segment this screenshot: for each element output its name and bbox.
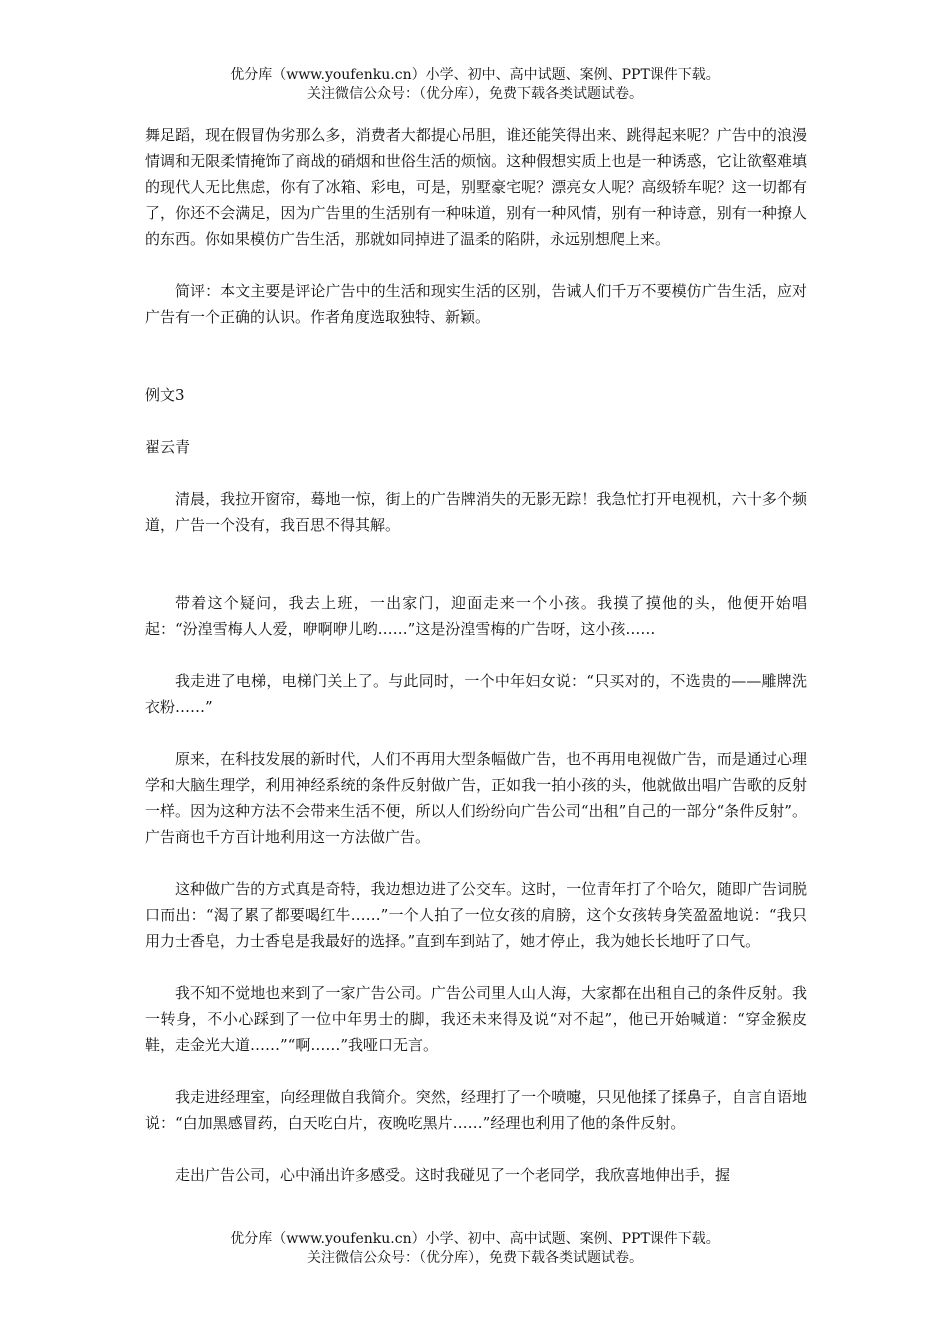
paragraph-8: 我不知不觉地也来到了一家广告公司。广告公司里人山人海，大家都在出租自己的条件反射。我一转身，不小心踩到了一位中年男士的脚，我还未来得及说“对不起”，他已开始喊道：“穿金猴皮鞋，走金光大道……”“啊……”我哑口无言。: [145, 984, 807, 1054]
header-line-2: 关注微信公众号：（优分库），免费下载各类试题试卷。: [307, 86, 643, 102]
paragraph-9: 我走进经理室，向经理做自我简介。突然，经理打了一个喷嚏，只见他揉了揉鼻子，自言自语地说：“白加黑感冒药，白天吃白片，夜晚吃黑片……”经理也利用了他的条件反射。: [145, 1088, 807, 1132]
paragraph-7: 这种做广告的方式真是奇特，我边想边进了公交车。这时，一位青年打了个哈欠，随即广告词脱口而出：“渴了累了都要喝红牛……”一个人拍了一位女孩的肩膀，这个女孩转身笑盈盈地说：“我只用力士香皂，力士香皂是我最好的选择。”直到车到站了，她才停止，我为她长长地吁了口气。: [145, 880, 807, 950]
paragraph-3: 清晨，我拉开窗帘，蓦地一惊，街上的广告牌消失的无影无踪！我急忙打开电视机，六十多个频道，广告一个没有，我百思不得其解。: [145, 490, 807, 534]
footer-line-2: 关注微信公众号：（优分库），免费下载各类试题试卷。: [307, 1250, 643, 1266]
paragraph-1: 舞足蹈，现在假冒伪劣那么多，消费者大都提心吊胆，谁还能笑得出来、跳得起来呢？广告中的浪漫情调和无限柔情掩饰了商战的硝烟和世俗生活的烦恼。这种假想实质上也是一种诱惑，它让欲壑难填的现代人无比焦虑，你有了冰箱、彩电，可是，别墅豪宅呢？漂亮女人呢？高级轿车呢？这一切都有了，你还不会满足，因为广告里的生活别有一种味道，别有一种风情，别有一种诗意，别有一种撩人的东西。你如果模仿广告生活，那就如同掉进了温柔的陷阱，永远别想爬上来。: [145, 126, 807, 248]
page-header: [0, 66, 950, 104]
paragraph-5: 我走进了电梯，电梯门关上了。与此同时，一个中年妇女说：“只买对的，不选贵的——雕牌洗衣粉……”: [145, 672, 807, 716]
paragraph-10: 走出广告公司，心中涌出许多感受。这时我碰见了一个老同学，我欣喜地伸出手，握: [175, 1166, 731, 1184]
commentary-paragraph: 简评：本文主要是评论广告中的生活和现实生活的区别，告诫人们千万不要模仿广告生活，应对广告有一个正确的认识。作者角度选取独特、新颖。: [145, 282, 807, 326]
page-footer: [0, 1230, 950, 1268]
paragraph-6: 原来，在科技发展的新时代，人们不再用大型条幅做广告，也不再用电视做广告，而是通过心理学和大脑生理学，利用神经系统的条件反射做广告，正如我一拍小孩的头，他就做出唱广告歌的反射一样。因为这种方法不会带来生活不便，所以人们纷纷向广告公司“出租”自己的一部分“条件反射”。广告商也千方百计地利用这一方法做广告。: [145, 750, 807, 846]
footer-line-1: 优分库（www.youfenku.cn）小学、初中、高中试题、案例、PPT课件下载。: [230, 1231, 720, 1247]
header-line-1: 优分库（www.youfenku.cn）小学、初中、高中试题、案例、PPT课件下载。: [230, 67, 720, 83]
document-body: [145, 122, 807, 1188]
author-name: 翟云青: [145, 438, 191, 456]
example-label: 例文3: [145, 386, 185, 404]
paragraph-4: 带着这个疑问，我去上班，一出家门，迎面走来一个小孩。我摸了摸他的头，他便开始唱起：“汾湟雪梅人人爱，咿啊咿儿哟……”这是汾湟雪梅的广告呀，这小孩……: [145, 594, 807, 638]
